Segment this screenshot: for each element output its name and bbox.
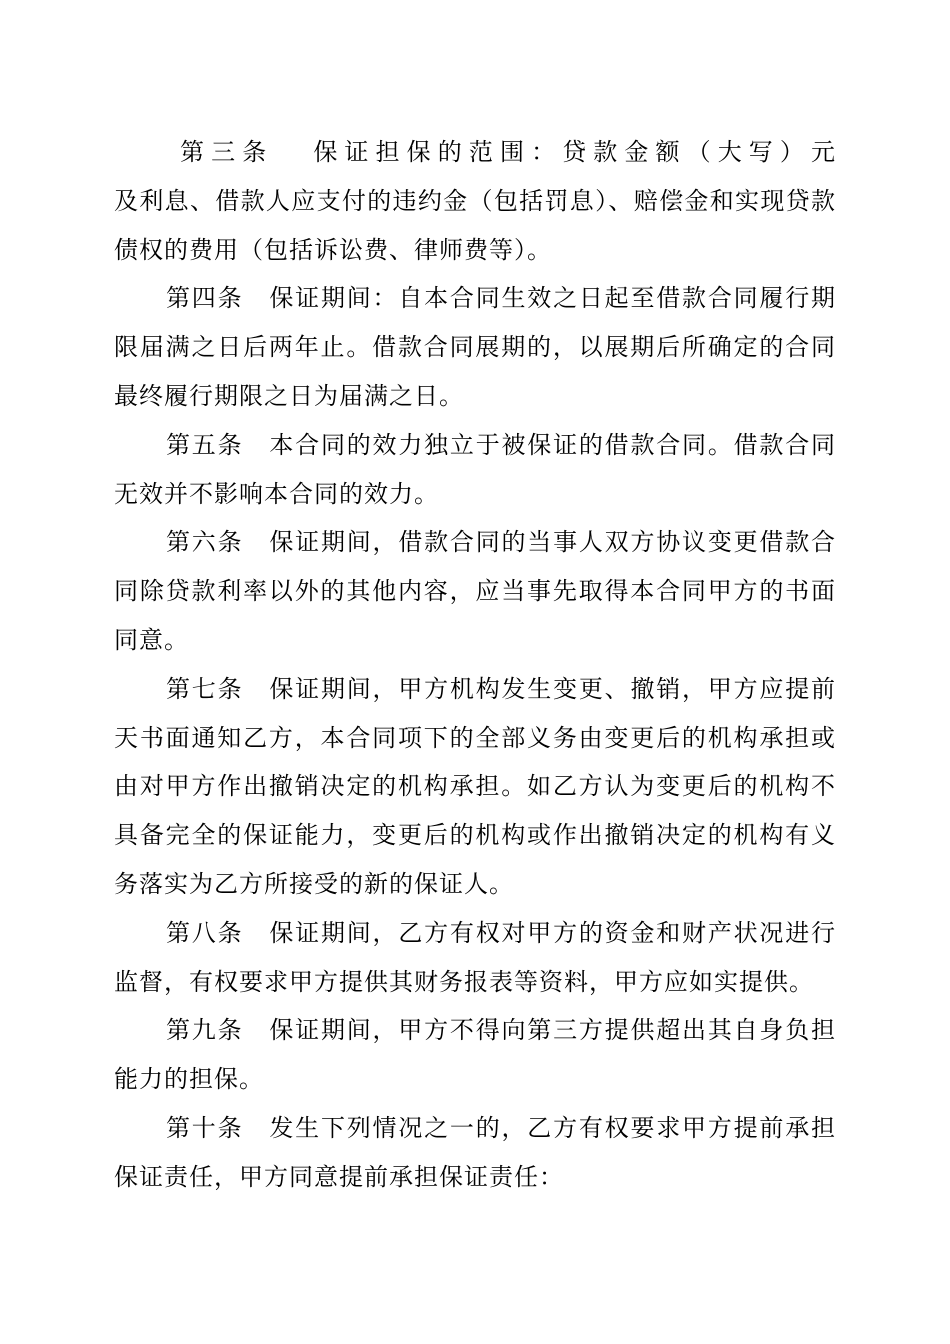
clause-text: 保证期间，乙方有权对甲方的资金和财产状况进行监督，有权要求甲方提供其财务报表等资料，甲方应如实提供。: [114, 918, 836, 996]
contract-body: [114, 128, 836, 1202]
clause-number: 第四条: [166, 284, 244, 313]
clause-number: 第三条: [180, 138, 274, 166]
clause-10: [114, 1104, 836, 1202]
clause-3: [114, 128, 836, 274]
clause-text: 元及利息、借款人应支付的违约金（包括罚息）、赔偿金和实现贷款债权的费用（包括诉讼费、律师费等）。: [114, 138, 837, 264]
clause-7: [114, 665, 836, 909]
clause-text: 保证期间：自本合同生效之日起至借款合同履行期限届满之日后两年止。借款合同展期的，以展期后所确定的合同最终履行期限之日为届满之日。: [114, 284, 836, 410]
clause-number: 第五条: [166, 430, 244, 459]
clause-title: 保证担保的范围：贷款金额（大写）: [313, 138, 812, 166]
clause-5: [114, 421, 836, 519]
clause-number: 第八条: [166, 918, 244, 947]
clause-number: 第十条: [166, 1113, 244, 1142]
clause-4: [114, 274, 836, 420]
clause-9: [114, 1006, 836, 1104]
clause-6: [114, 518, 836, 664]
clause-text: 保证期间，借款合同的当事人双方协议变更借款合同除贷款利率以外的其他内容，应当事先取得本合同甲方的书面同意。: [114, 528, 836, 654]
clause-number: 第七条: [166, 674, 244, 703]
clause-text: 发生下列情况之一的，乙方有权要求甲方提前承担保证责任，甲方同意提前承担保证责任：: [114, 1113, 836, 1191]
clause-number: 第九条: [166, 1016, 244, 1045]
clause-text: 保证期间，甲方不得向第三方提供超出其自身负担能力的担保。: [114, 1016, 836, 1094]
clause-8: [114, 909, 836, 1007]
clause-text: 保证期间，甲方机构发生变更、撤销，甲方应提前天书面通知乙方，本合同项下的全部义务由变更后的机构承担或由对甲方作出撤销决定的机构承担。如乙方认为变更后的机构不具备完全的保证能力，变更后的机构或作出撤销决定的机构有义务落实为乙方所接受的新的保证人。: [114, 674, 836, 898]
clause-number: 第六条: [166, 528, 244, 557]
clause-text: 本合同的效力独立于被保证的借款合同。借款合同无效并不影响本合同的效力。: [114, 430, 836, 508]
